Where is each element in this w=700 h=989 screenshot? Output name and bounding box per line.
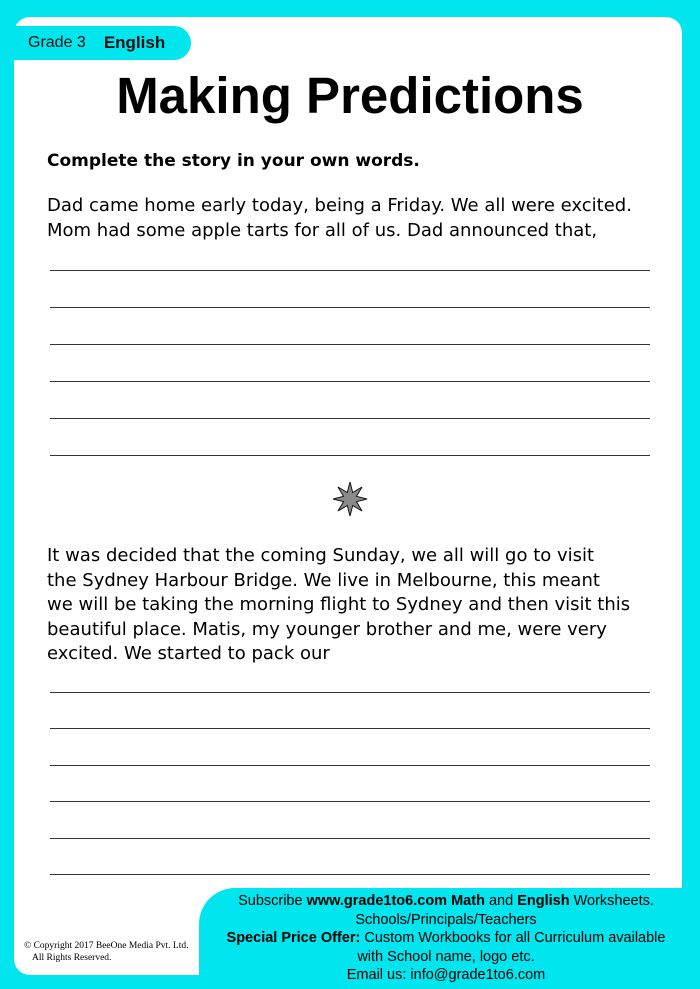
story-line: the Sydney Harbour Bridge. We live in Melbourne, this meant [47, 569, 600, 591]
story-prompt-1 [47, 194, 667, 243]
writing-line[interactable] [50, 270, 650, 271]
grade-label: Grade 3 [28, 34, 86, 51]
instruction-text: Complete the story in your own words. [47, 151, 420, 171]
footer-line-subscribe: Subscribe www.grade1to6.com Math and English Worksheets. [238, 893, 654, 909]
writing-line[interactable] [50, 765, 650, 766]
footer-line-email[interactable]: Email us: info@grade1to6.com [346, 967, 546, 983]
writing-line[interactable] [50, 801, 650, 802]
writing-line[interactable] [50, 307, 650, 308]
writing-line[interactable] [50, 728, 650, 729]
writing-line[interactable] [50, 455, 650, 456]
story-line: beautiful place. Matis, my younger brother and me, were very [47, 618, 607, 640]
story-line: It was decided that the coming Sunday, we all will go to visit [47, 545, 595, 566]
footer-line-audience: Schools/Principals/Teachers [355, 911, 537, 928]
writing-line[interactable] [50, 381, 650, 382]
copyright-notice: © Copyright 2017 BeeOne Media Pvt. Ltd. All Rights Reserved. [24, 941, 189, 963]
story-line: excited. We started to pack our [47, 643, 330, 664]
footer-line-custom: with School name, logo etc. [357, 948, 535, 965]
writing-line[interactable] [50, 874, 650, 875]
story-line: we will be taking the morning flight to Sydney and then visit this [47, 594, 631, 615]
story-line: Mom had some apple tarts for all of us. Dad announced that, [47, 219, 598, 241]
grade-subject-tab [14, 26, 191, 60]
writing-line[interactable] [50, 692, 650, 693]
page-title: Making Predictions [116, 67, 584, 124]
writing-line[interactable] [50, 838, 650, 839]
story-prompt-2 [47, 544, 667, 667]
story-line: Dad came home early today, being a Friday. We all were excited. [47, 195, 632, 216]
writing-line[interactable] [50, 344, 650, 345]
footer-promo [212, 892, 680, 985]
footer-line-offer: Special Price Offer: Custom Workbooks for all Curriculum available [226, 930, 666, 946]
subject-label: English [103, 33, 166, 52]
site-link[interactable]: www.grade1to6.com [306, 893, 448, 909]
eight-point-star-icon [332, 481, 368, 517]
writing-line[interactable] [50, 418, 650, 419]
